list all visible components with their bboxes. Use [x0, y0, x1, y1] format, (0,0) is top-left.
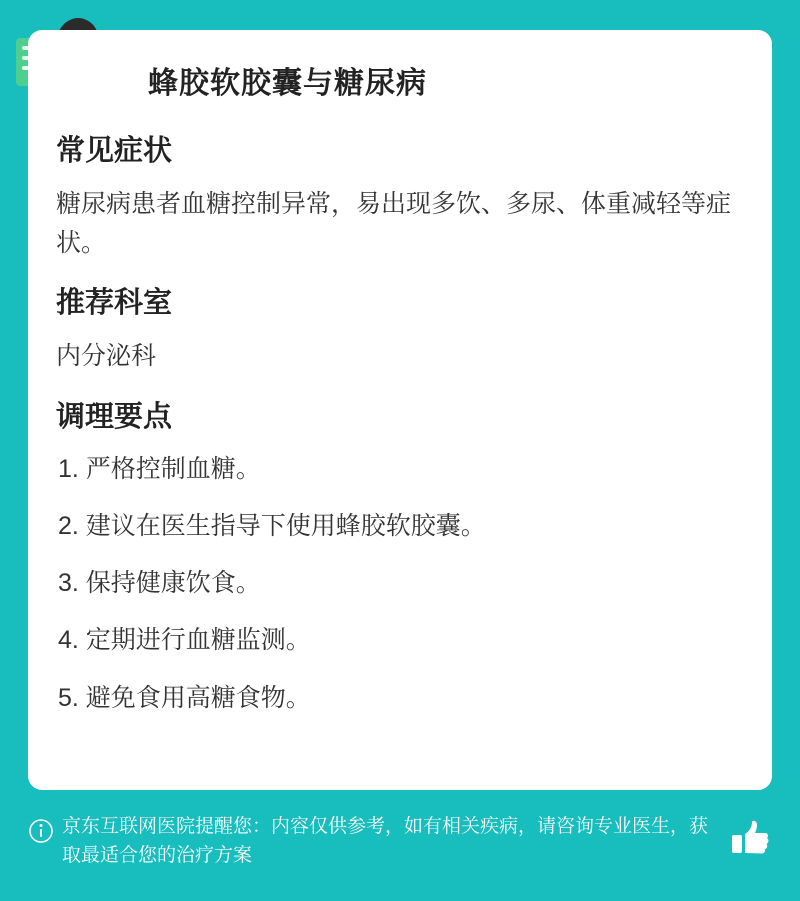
section-heading-department: 推荐科室 [56, 287, 173, 320]
section-text-department: 内分泌科 [56, 342, 157, 371]
footer-disclaimer [28, 812, 772, 871]
care-points-list [56, 451, 744, 716]
list-item: 3. 保持健康饮食。 [58, 569, 261, 598]
section-heading-symptoms: 常见症状 [56, 135, 173, 167]
list-item: 1. 严格控制血糖。 [58, 454, 261, 483]
list-item: 4. 定期进行血糖监测。 [58, 626, 311, 655]
info-icon [28, 818, 54, 844]
content-card [28, 30, 772, 790]
footer-text: 京东互联网医院提醒您：内容仅供参考，如有相关疾病，请咨询专业医生，获取最适合您的治疗方案 [62, 816, 709, 867]
page-title: 蜂胶软胶囊与糖尿病 [148, 67, 427, 100]
thumbs-up-icon[interactable] [728, 816, 772, 860]
list-item: 2. 建议在医生指导下使用蜂胶软胶囊。 [58, 511, 486, 540]
section-text-symptoms: 糖尿病患者血糖控制异常，易出现多饮、多尿、体重减轻等症状。 [56, 189, 732, 257]
list-item: 5. 避免食用高糖食物。 [58, 683, 311, 712]
card-content [56, 128, 744, 737]
section-heading-care-points: 调理要点 [56, 400, 173, 433]
